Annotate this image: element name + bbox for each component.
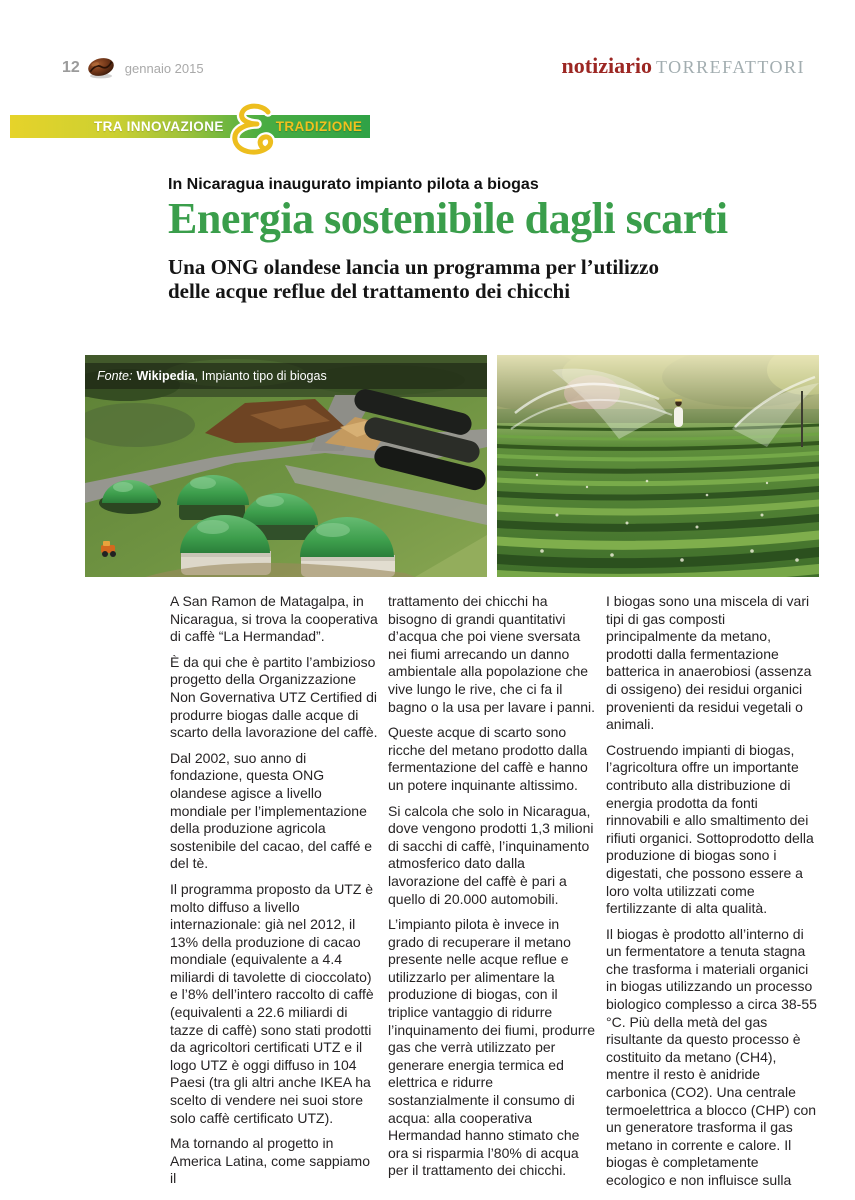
issue-date: gennaio 2015: [124, 60, 204, 76]
section-banner: [10, 115, 370, 138]
banner-label-left: TRA INNOVAZIONE: [94, 119, 224, 134]
subtitle-line-1: Una ONG olandese lancia un programma per l’utilizzo: [168, 254, 659, 279]
paragraph: trattamento dei chicchi ha bisogno di grandi quantitativi d’acqua che poi viene sversata nei fiumi arrecando un danno ambientale alla popolazione che vive lungo le rive, che ci fa il bagno o la usa per lavare i panni.: [388, 593, 596, 715]
body-column-3: [606, 593, 818, 1198]
paragraph: Costruendo impianti di biogas, l’agricoltura offre un importante contributo alla distribuzione di energia prodotta da fonti rinnovabili e allo smaltimento dei rifiuti organici. Sottoprodotto della produzione di biogas sono i digestati, che possono essere a loro volta utilizzati come fertilizzante di alta qualità.: [606, 741, 814, 917]
biogas-plant-photo: [85, 355, 487, 577]
paragraph: Queste acque di scarto sono ricche del metano prodotto dalla fermentazione del caffè e hanno un potere inquinante altissimo.: [388, 724, 588, 793]
paragraph: Il biogas è prodotto all’interno di un fermentatore a tenuta stagna che trasforma i materiali organici in biogas utilizzando un processo biologico complesso a circa 38-55 °C. Più della metà del gas risultante da questo processo è costituito da metano (CH4), mentre il resto è anidride carbonica (CO2). Una centrale termoelettrica a blocco (CHP) con un generatore trasforma il gas metano in corrente e calore. Il biogas è completamente ecologico e non influisce sulla: [606, 925, 817, 1188]
script-ampersand-icon: [228, 115, 274, 138]
article-head: [168, 176, 818, 304]
masthead-title: notiziario: [561, 53, 652, 78]
banner-label-right: TRADIZIONE: [275, 119, 363, 134]
coffee-bean-icon: [85, 55, 117, 81]
masthead-section: TORREFATTORI: [655, 57, 805, 77]
paragraph: Dal 2002, suo anno di fondazione, questa ONG olandese agisce a livello mondiale per l’implementazione della produzione agricola sostenibile del cacao, del caffé e del tè.: [170, 749, 373, 872]
article-subtitle: [168, 255, 818, 304]
article-kicker: In Nicaragua inaugurato impianto pilota a biogas: [168, 176, 539, 193]
body-column-1: [170, 593, 378, 1198]
masthead: [562, 53, 805, 79]
caption-text: , Impianto tipo di biogas: [194, 369, 327, 383]
paragraph: Il programma proposto da UTZ è molto diffuso a livello internazionale: già nel 2012, il 13% della produzione di cacao mondiale (equivalente a 4.4 miliardi di tavolette di cioccolato) e l’8% dell’intero raccolto di caffè (equivalenti a 22.6 miliardi di tazze di caffè) sono stati prodotti da agricoltori certificati UTZ e il logo UTZ è oggi diffuso in 104 Paesi (tra gli altri anche IKEA ha scelto di vendere nei suoi store solo caffè certificato UTZ).: [170, 880, 374, 1126]
paragraph: Ma tornando al progetto in America Latina, come sappiamo il: [170, 1135, 370, 1187]
page-number: 12: [62, 59, 80, 76]
caption-source: Wikipedia: [136, 369, 195, 383]
paragraph: È da qui che è partito l’ambizioso progetto della Organizzazione Non Governativa UTZ Certified di produrre biogas dalle acque di scarto della lavorazione del caffè.: [170, 653, 378, 741]
page-header-left: [62, 55, 204, 81]
caption-prefix: Fonte:: [97, 369, 133, 383]
paragraph: Si calcola che solo in Nicaragua, dove vengono prodotti 1,3 milioni di sacchi di caffè, l’inquinamento atmosferico dato dalla lavorazione del caffè è pari a quello di 20.000 automobili.: [388, 802, 594, 907]
article-title: Energia sostenibile dagli scarti: [168, 194, 728, 243]
article-body: [170, 593, 818, 1198]
coffee-field-photo: [497, 355, 819, 577]
paragraph: A San Ramon de Matagalpa, in Nicaragua, si trova la cooperativa di caffè “La Hermandad”.: [170, 593, 378, 645]
body-column-2: [388, 593, 596, 1198]
paragraph: L’impianto pilota è invece in grado di recuperare il metano presente nelle acque reflue e utilizzarlo per alimentare la produzione di biogas, con il triplice vantaggio di ridurre l’inquinamento dei fiumi, produrre gas che verrà utilizzato per generare energia termica ed elettrica e ridurre sostanzialmente il consumo di acqua: alla cooperativa Hermandad hanno stimato che ora si risparmia l’80% di acqua per il trattamento dei chicchi.: [388, 916, 595, 1179]
photo-caption: [85, 363, 487, 389]
person-in-field: [674, 399, 683, 427]
paragraph: I biogas sono una miscela di vari tipi di gas composti principalmente da metano, prodotti dalla fermentazione batterica in anaerobiosi (assenza di ossigeno) dei residui organici provenienti da residui vegetali o animali.: [606, 593, 812, 733]
subtitle-line-2: delle acque reflue del trattamento dei chicchi: [168, 279, 571, 304]
